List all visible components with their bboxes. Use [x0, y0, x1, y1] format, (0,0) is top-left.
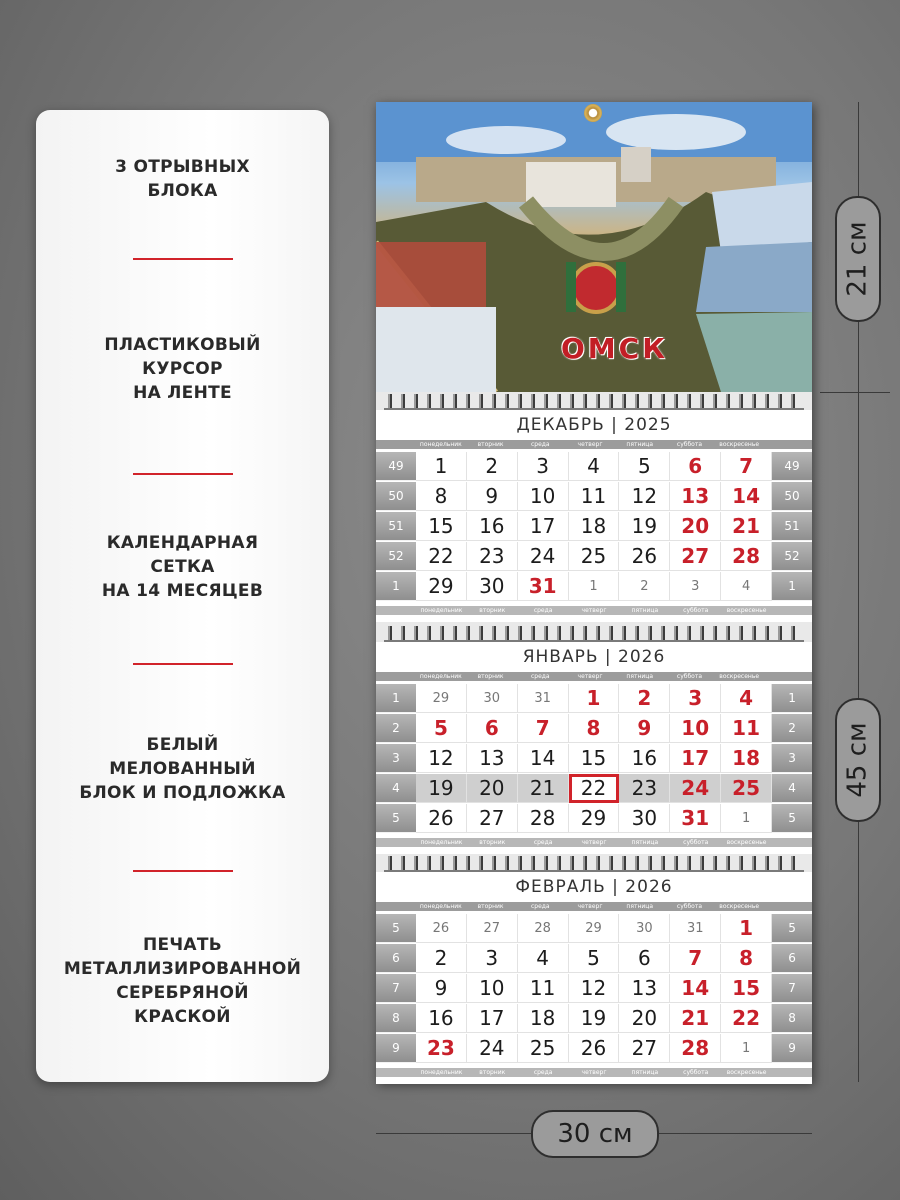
- day-cell: 2: [467, 452, 518, 481]
- day-cell: 31: [670, 804, 721, 833]
- day-cell: 28: [721, 542, 772, 571]
- week-number: 5: [772, 804, 812, 833]
- dimension-tick: [820, 392, 890, 393]
- day-cell: 17: [670, 744, 721, 773]
- day-cell: 20: [467, 774, 518, 803]
- day-cell: 8: [721, 944, 772, 973]
- feature-calendar-grid: КАЛЕНДАРНАЯ СЕТКА НА 14 МЕСЯЦЕВ: [101, 533, 264, 601]
- features-panel: [36, 110, 329, 1082]
- week-number: 49: [772, 452, 812, 481]
- day-cell: 10: [467, 974, 518, 1003]
- day-cell: 4: [721, 684, 772, 713]
- week-row: [376, 714, 812, 743]
- weekday-label: суббота: [683, 839, 709, 846]
- day-cell: 31: [670, 914, 721, 943]
- current-day-cursor: 22: [569, 774, 620, 803]
- day-cell: 4: [518, 944, 569, 973]
- day-cell: 17: [467, 1004, 518, 1033]
- day-cell: 28: [518, 914, 569, 943]
- header-photo-collage: [376, 102, 812, 392]
- week-number: 52: [772, 542, 812, 571]
- day-cell: 28: [670, 1034, 721, 1063]
- day-cell: 9: [619, 714, 670, 743]
- divider: [133, 663, 233, 665]
- week-row: [376, 944, 812, 973]
- hanging-hole: [584, 104, 602, 122]
- day-cell: 6: [619, 944, 670, 973]
- weekday-label: воскресенье: [726, 1069, 767, 1076]
- day-cell: 27: [467, 914, 518, 943]
- feature-tear-off-blocks: 3 ОТРЫВНЫХ БЛОКА: [115, 157, 250, 201]
- week-number: 3: [772, 744, 812, 773]
- month-title: ЯНВАРЬ | 2026: [522, 647, 666, 667]
- week-number: 1: [772, 684, 812, 713]
- day-cell: 5: [569, 944, 620, 973]
- weekday-footer: [376, 606, 812, 615]
- week-row: [376, 1004, 812, 1033]
- day-cell: 26: [416, 914, 467, 943]
- weekday-label: среда: [533, 1069, 553, 1076]
- day-cell: 12: [619, 482, 670, 511]
- day-cell: 26: [569, 1034, 620, 1063]
- day-cell: 14: [518, 744, 569, 773]
- week-number: 5: [772, 914, 812, 943]
- spiral-binding: [384, 856, 804, 872]
- week-number: 7: [376, 974, 416, 1003]
- weekday-label: вторник: [477, 673, 504, 680]
- weekday-header: [376, 902, 812, 911]
- week-number: 5: [376, 914, 416, 943]
- day-cell: 7: [721, 452, 772, 481]
- day-cell: 3: [670, 684, 721, 713]
- weekday-label: суббота: [683, 1069, 709, 1076]
- day-cell: 30: [467, 684, 518, 713]
- divider: [133, 473, 233, 475]
- day-cell: 15: [569, 744, 620, 773]
- dimension-total-height: 45 см: [835, 698, 881, 822]
- week-row: [376, 542, 812, 571]
- weekday-label: вторник: [479, 1069, 506, 1076]
- weekday-label: среда: [530, 673, 550, 680]
- day-cell: 8: [416, 482, 467, 511]
- day-cell: 1: [416, 452, 467, 481]
- wall-calendar: [376, 102, 812, 1082]
- weekday-label: понедельник: [419, 441, 462, 448]
- day-cell: 19: [416, 774, 467, 803]
- week-row: [376, 1034, 812, 1063]
- weekday-label: вторник: [479, 607, 506, 614]
- week-number: 50: [772, 482, 812, 511]
- day-cell: 27: [619, 1034, 670, 1063]
- weekday-label: четверг: [577, 441, 603, 448]
- month-block: [376, 642, 812, 854]
- day-cell: 16: [619, 744, 670, 773]
- month-block: [376, 872, 812, 1084]
- dimension-header-height: 21 см: [835, 196, 881, 322]
- weekday-label: воскресенье: [726, 607, 767, 614]
- week-number: 51: [772, 512, 812, 541]
- day-cell: 22: [721, 1004, 772, 1033]
- day-cell: 26: [416, 804, 467, 833]
- day-cell: 26: [619, 542, 670, 571]
- day-cell: 1: [569, 684, 620, 713]
- weekday-label: четверг: [577, 903, 603, 910]
- weekday-label: вторник: [477, 903, 504, 910]
- week-number: 2: [376, 714, 416, 743]
- day-cell: 31: [518, 684, 569, 713]
- day-cell: 6: [467, 714, 518, 743]
- dimension-width: 30 см: [531, 1110, 659, 1158]
- weekday-label: понедельник: [419, 903, 462, 910]
- weekday-label: воскресенье: [719, 673, 760, 680]
- day-cell: 25: [518, 1034, 569, 1063]
- day-cell: 4: [721, 572, 772, 601]
- day-cell: 19: [569, 1004, 620, 1033]
- week-number: 9: [772, 1034, 812, 1063]
- day-cell: 2: [619, 684, 670, 713]
- day-cell: 16: [416, 1004, 467, 1033]
- day-cell: 24: [467, 1034, 518, 1063]
- week-number: 8: [376, 1004, 416, 1033]
- day-cell: 1: [569, 572, 620, 601]
- week-number: 7: [772, 974, 812, 1003]
- day-cell: 3: [670, 572, 721, 601]
- spiral-binding: [384, 626, 804, 642]
- week-row: [376, 512, 812, 541]
- feature-plastic-cursor: ПЛАСТИКОВЫЙ КУРСОР НА ЛЕНТЕ: [104, 335, 261, 403]
- day-cell: 12: [569, 974, 620, 1003]
- week-number: 49: [376, 452, 416, 481]
- weekday-label: пятница: [631, 607, 659, 614]
- day-cell: 22: [416, 542, 467, 571]
- day-cell: 11: [721, 714, 772, 743]
- day-cell: 6: [670, 452, 721, 481]
- day-cell: 29: [416, 684, 467, 713]
- day-cell: 29: [416, 572, 467, 601]
- week-row: [376, 804, 812, 833]
- day-cell: 10: [670, 714, 721, 743]
- day-cell: 4: [569, 452, 620, 481]
- day-cell: 11: [518, 974, 569, 1003]
- weekday-label: четверг: [581, 839, 607, 846]
- day-cell: 14: [670, 974, 721, 1003]
- month-block: [376, 410, 812, 622]
- week-number: 3: [376, 744, 416, 773]
- day-cell: 7: [518, 714, 569, 743]
- week-number: 6: [376, 944, 416, 973]
- day-cell: 30: [619, 914, 670, 943]
- feature-metallic-print: ПЕЧАТЬ МЕТАЛЛИЗИРОВАННОЙ СЕРЕБРЯНОЙ КРАСКОЙ: [63, 935, 302, 1027]
- weekday-label: вторник: [479, 839, 506, 846]
- week-number: 4: [376, 774, 416, 803]
- week-number: 1: [376, 684, 416, 713]
- week-row: [376, 572, 812, 601]
- day-cell: 21: [670, 1004, 721, 1033]
- day-cell: 15: [721, 974, 772, 1003]
- weekday-label: понедельник: [420, 839, 463, 846]
- city-logo-text: ОМСК: [561, 332, 669, 365]
- weekday-label: понедельник: [419, 673, 462, 680]
- day-cell: 21: [721, 512, 772, 541]
- day-cell: 2: [416, 944, 467, 973]
- day-cell: 24: [670, 774, 721, 803]
- weekday-label: среда: [530, 903, 550, 910]
- day-cell: 29: [569, 914, 620, 943]
- day-cell: 19: [619, 512, 670, 541]
- week-number: 9: [376, 1034, 416, 1063]
- weekday-label: суббота: [676, 441, 702, 448]
- week-number: 5: [376, 804, 416, 833]
- day-cell: 30: [619, 804, 670, 833]
- day-cell: 1: [721, 804, 772, 833]
- day-cell: 23: [416, 1034, 467, 1063]
- day-cell: 20: [619, 1004, 670, 1033]
- weekday-label: суббота: [683, 607, 709, 614]
- weekday-header: [376, 672, 812, 681]
- day-cell: 13: [467, 744, 518, 773]
- weekday-label: пятница: [631, 839, 659, 846]
- weekday-footer: [376, 1068, 812, 1077]
- weekday-label: воскресенье: [719, 441, 760, 448]
- day-cell: 7: [670, 944, 721, 973]
- weekday-label: пятница: [631, 1069, 659, 1076]
- week-number: 50: [376, 482, 416, 511]
- weekday-label: среда: [533, 839, 553, 846]
- weekday-label: четверг: [577, 673, 603, 680]
- weekday-label: среда: [530, 441, 550, 448]
- weekday-label: четверг: [581, 607, 607, 614]
- day-cell: 31: [518, 572, 569, 601]
- day-cell: 27: [467, 804, 518, 833]
- day-cell: 13: [670, 482, 721, 511]
- week-number: 6: [772, 944, 812, 973]
- day-cell: 29: [569, 804, 620, 833]
- week-row: [376, 684, 812, 713]
- month-title: ФЕВРАЛЬ | 2026: [515, 877, 673, 897]
- weekday-label: вторник: [477, 441, 504, 448]
- day-cell: 20: [670, 512, 721, 541]
- week-row: [376, 482, 812, 511]
- day-cell: 28: [518, 804, 569, 833]
- day-cell: 25: [569, 542, 620, 571]
- weekday-label: воскресенье: [726, 839, 767, 846]
- weekday-label: среда: [533, 607, 553, 614]
- feature-coated-paper: БЕЛЫЙ МЕЛОВАННЫЙ БЛОК И ПОДЛОЖКА: [79, 735, 286, 803]
- day-cell: 10: [518, 482, 569, 511]
- weekday-label: четверг: [581, 1069, 607, 1076]
- week-number: 4: [772, 774, 812, 803]
- weekday-label: воскресенье: [719, 903, 760, 910]
- spiral-binding: [384, 394, 804, 410]
- weekday-footer: [376, 838, 812, 847]
- weekday-label: суббота: [676, 673, 702, 680]
- day-cell: 1: [721, 1034, 772, 1063]
- weekday-label: понедельник: [420, 607, 463, 614]
- day-cell: 18: [721, 744, 772, 773]
- weekday-label: понедельник: [420, 1069, 463, 1076]
- day-cell: 3: [518, 452, 569, 481]
- week-row: [376, 452, 812, 481]
- day-cell: 18: [569, 512, 620, 541]
- day-cell: 2: [619, 572, 670, 601]
- day-cell: 25: [721, 774, 772, 803]
- day-cell: 21: [518, 774, 569, 803]
- day-cell: 15: [416, 512, 467, 541]
- weekday-label: пятница: [626, 903, 654, 910]
- day-cell: 17: [518, 512, 569, 541]
- day-cell: 18: [518, 1004, 569, 1033]
- weekday-header: [376, 440, 812, 449]
- day-cell: 13: [619, 974, 670, 1003]
- weekday-label: суббота: [676, 903, 702, 910]
- day-cell: 27: [670, 542, 721, 571]
- week-row: [376, 974, 812, 1003]
- week-row: [376, 774, 812, 803]
- weekday-label: пятница: [626, 441, 654, 448]
- day-cell: 14: [721, 482, 772, 511]
- day-cell: 12: [416, 744, 467, 773]
- divider: [133, 870, 233, 872]
- day-cell: 5: [416, 714, 467, 743]
- day-cell: 8: [569, 714, 620, 743]
- week-number: 8: [772, 1004, 812, 1033]
- week-number: 2: [772, 714, 812, 743]
- day-cell: 9: [467, 482, 518, 511]
- week-number: 1: [772, 572, 812, 601]
- day-cell: 1: [721, 914, 772, 943]
- month-title: ДЕКАБРЬ | 2025: [516, 415, 672, 435]
- week-number: 52: [376, 542, 416, 571]
- divider: [133, 258, 233, 260]
- day-cell: 23: [467, 542, 518, 571]
- day-cell: 5: [619, 452, 670, 481]
- week-row: [376, 914, 812, 943]
- day-cell: 3: [467, 944, 518, 973]
- week-row: [376, 744, 812, 773]
- week-number: 51: [376, 512, 416, 541]
- day-cell: 24: [518, 542, 569, 571]
- week-number: 1: [376, 572, 416, 601]
- day-cell: 23: [619, 774, 670, 803]
- day-cell: 9: [416, 974, 467, 1003]
- day-cell: 30: [467, 572, 518, 601]
- day-cell: 16: [467, 512, 518, 541]
- day-cell: 11: [569, 482, 620, 511]
- weekday-label: пятница: [626, 673, 654, 680]
